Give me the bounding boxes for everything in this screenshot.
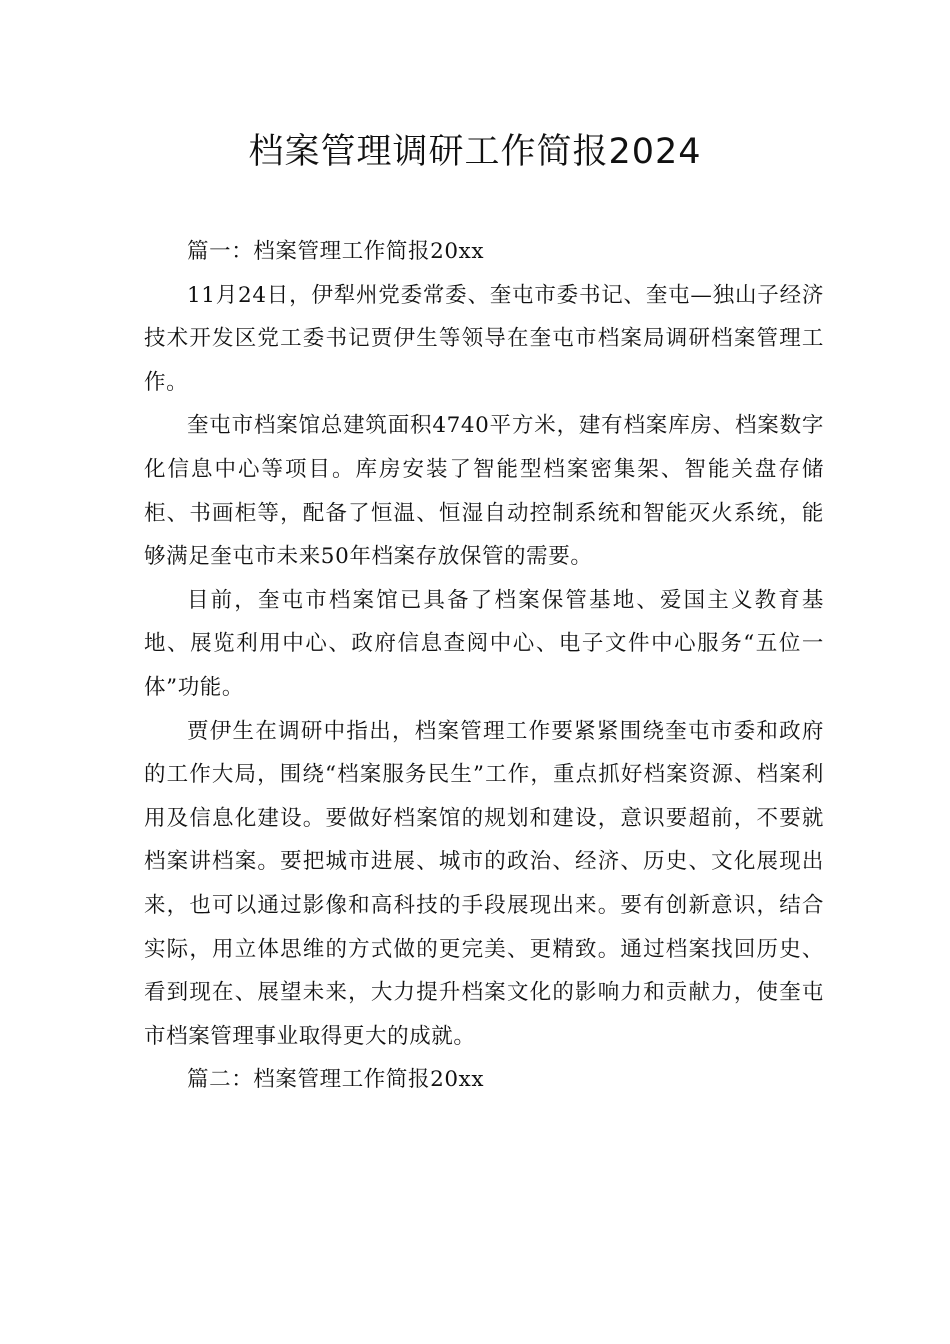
document-title: 档案管理调研工作简报2024 — [248, 132, 702, 172]
paragraph: 目前，奎屯市档案馆已具备了档案保管基地、爱国主义教育基地、展览利用中心、政府信息查阅中心、电子文件中心服务“五位一体”功能。 — [144, 587, 824, 700]
section-heading-2: 篇二：档案管理工作简报20xx — [187, 1067, 485, 1093]
paragraph: 贾伊生在调研中指出，档案管理工作要紧紧围绕奎屯市委和政府的工作大局，围绕“档案服务民生”工作，重点抓好档案资源、档案利用及信息化建设。要做好档案馆的规划和建设，意识要超前，不要就档案讲档案。要把城市进展、城市的政治、经济、历史、文化展现出来，也可以通过影像和高科技的手段展现出来。要有创新意识，结合实际，用立体思维的方式做的更完美、更精致。通过档案找回历史、看到现在、展望未来，大力提升档案文化的影响力和贡献力，使奎屯市档案管理事业取得更大的成就。 — [144, 718, 824, 1049]
paragraph: 11月24日，伊犁州党委常委、奎屯市委书记、奎屯—独山子经济技术开发区党工委书记贾伊生等领导在奎屯市档案局调研档案管理工作。 — [144, 282, 824, 395]
paragraph: 奎屯市档案馆总建筑面积4740平方米，建有档案库房、档案数字化信息中心等项目。库房安装了智能型档案密集架、智能关盘存储柜、书画柜等，配备了恒温、恒湿自动控制系统和智能灭火系统，能够满足奎屯市未来50年档案存放保管的需要。 — [144, 413, 824, 570]
section-heading-1: 篇一：档案管理工作简报20xx — [187, 239, 485, 264]
document-body — [144, 230, 824, 1102]
